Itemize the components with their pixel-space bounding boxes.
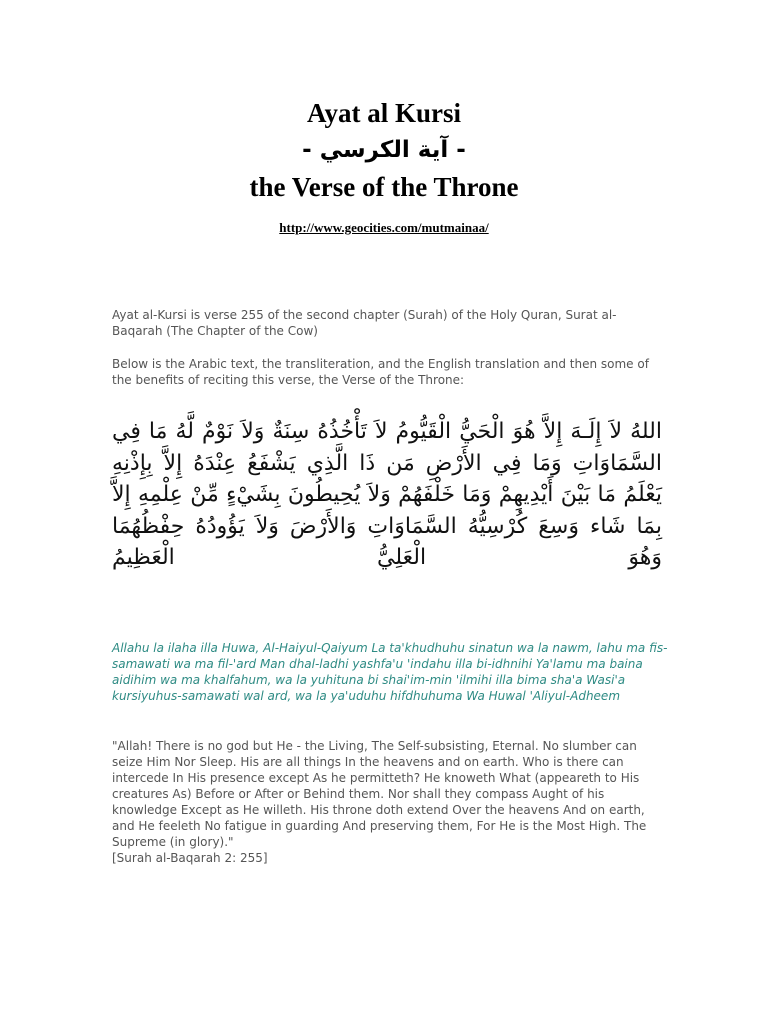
arabic-title: - آية الكرسي -: [302, 137, 466, 163]
verse-reference: [Surah al-Baqarah 2: 255]: [112, 851, 268, 865]
source-link-container: [0, 219, 768, 237]
source-link[interactable]: http://www.geocities.com/mutmainaa/: [279, 220, 489, 235]
arabic-verse-text: اللهُ لاَ إِلَـهَ إِلاَّ هُوَ الْحَيُّ الْقَيُّومُ لاَ تَأْخُذُهُ سِنَةٌ وَلاَ نَوْمٌ لَّهُ مَا فِي السَّمَاوَاتِ وَمَا فِي الأَرْضِ مَن ذَا الَّذِي يَشْفَعُ عِنْدَهُ إِلاَّ بِإِذْنِهِ يَعْلَمُ مَا بَيْنَ أَيْدِيهِمْ وَمَا خَلْفَهُمْ وَلاَ يُحِيطُونَ بِشَيْءٍ مِّنْ عِلْمِهِ إِلاَّ بِمَا شَاء وَسِعَ كُرْسِيُّهُ السَّمَاوَاتِ وَالأَرْضَ وَلاَ يَؤُودُهُ حِفْظُهُمَا وَهُوَ الْعَلِيُّ الْعَظِيمُ: [112, 419, 662, 570]
title-block: [0, 96, 768, 204]
page-title: Ayat al Kursi: [307, 98, 461, 128]
page-subtitle: the Verse of the Throne: [249, 172, 519, 202]
english-translation: [112, 738, 668, 866]
translation-text: "Allah! There is no god but He - the Living, The Self-subsisting, Eternal. No slumber can seize Him Nor Sleep. His are all things In the heavens and on earth. Who is there can intercede In His presence except As he permitteth? He knoweth What (appeareth to His creatures As) Before or After or Behind them. Nor shall they compass Aught of his knowledge Except as He willeth. His throne doth extend Over the heavens And on earth, and He feeleth No fatigue in guarding And preserving them, For He is the Most High. The Supreme (in glory).": [112, 739, 647, 849]
intro-paragraph-2: Below is the Arabic text, the transliteration, and the English translation and then some of the benefits of reciting this verse, the Verse of the Throne:: [112, 357, 649, 387]
transliteration-text: Allahu la ilaha illa Huwa, Al-Haiyul-Qaiyum La ta'khudhuhu sinatun wa la nawm, lahu ma fis-samawati wa ma fil-'ard Man dhal-ladhi yashfa'u 'indahu illa bi-idhnihi Ya'lamu ma baina aidihim wa ma khalfahum, wa la yuhituna bi shai'im-min 'ilmihi illa bima sha'a Wasi'a kursiyuhus-samawati wal ard, wa la ya'uduhu hifdhuhuma Wa Huwal 'Aliyul-Adheem: [112, 641, 668, 703]
intro-paragraph-1: Ayat al-Kursi is verse 255 of the second chapter (Surah) of the Holy Quran, Surat al-Baqarah (The Chapter of the Cow): [112, 308, 617, 338]
